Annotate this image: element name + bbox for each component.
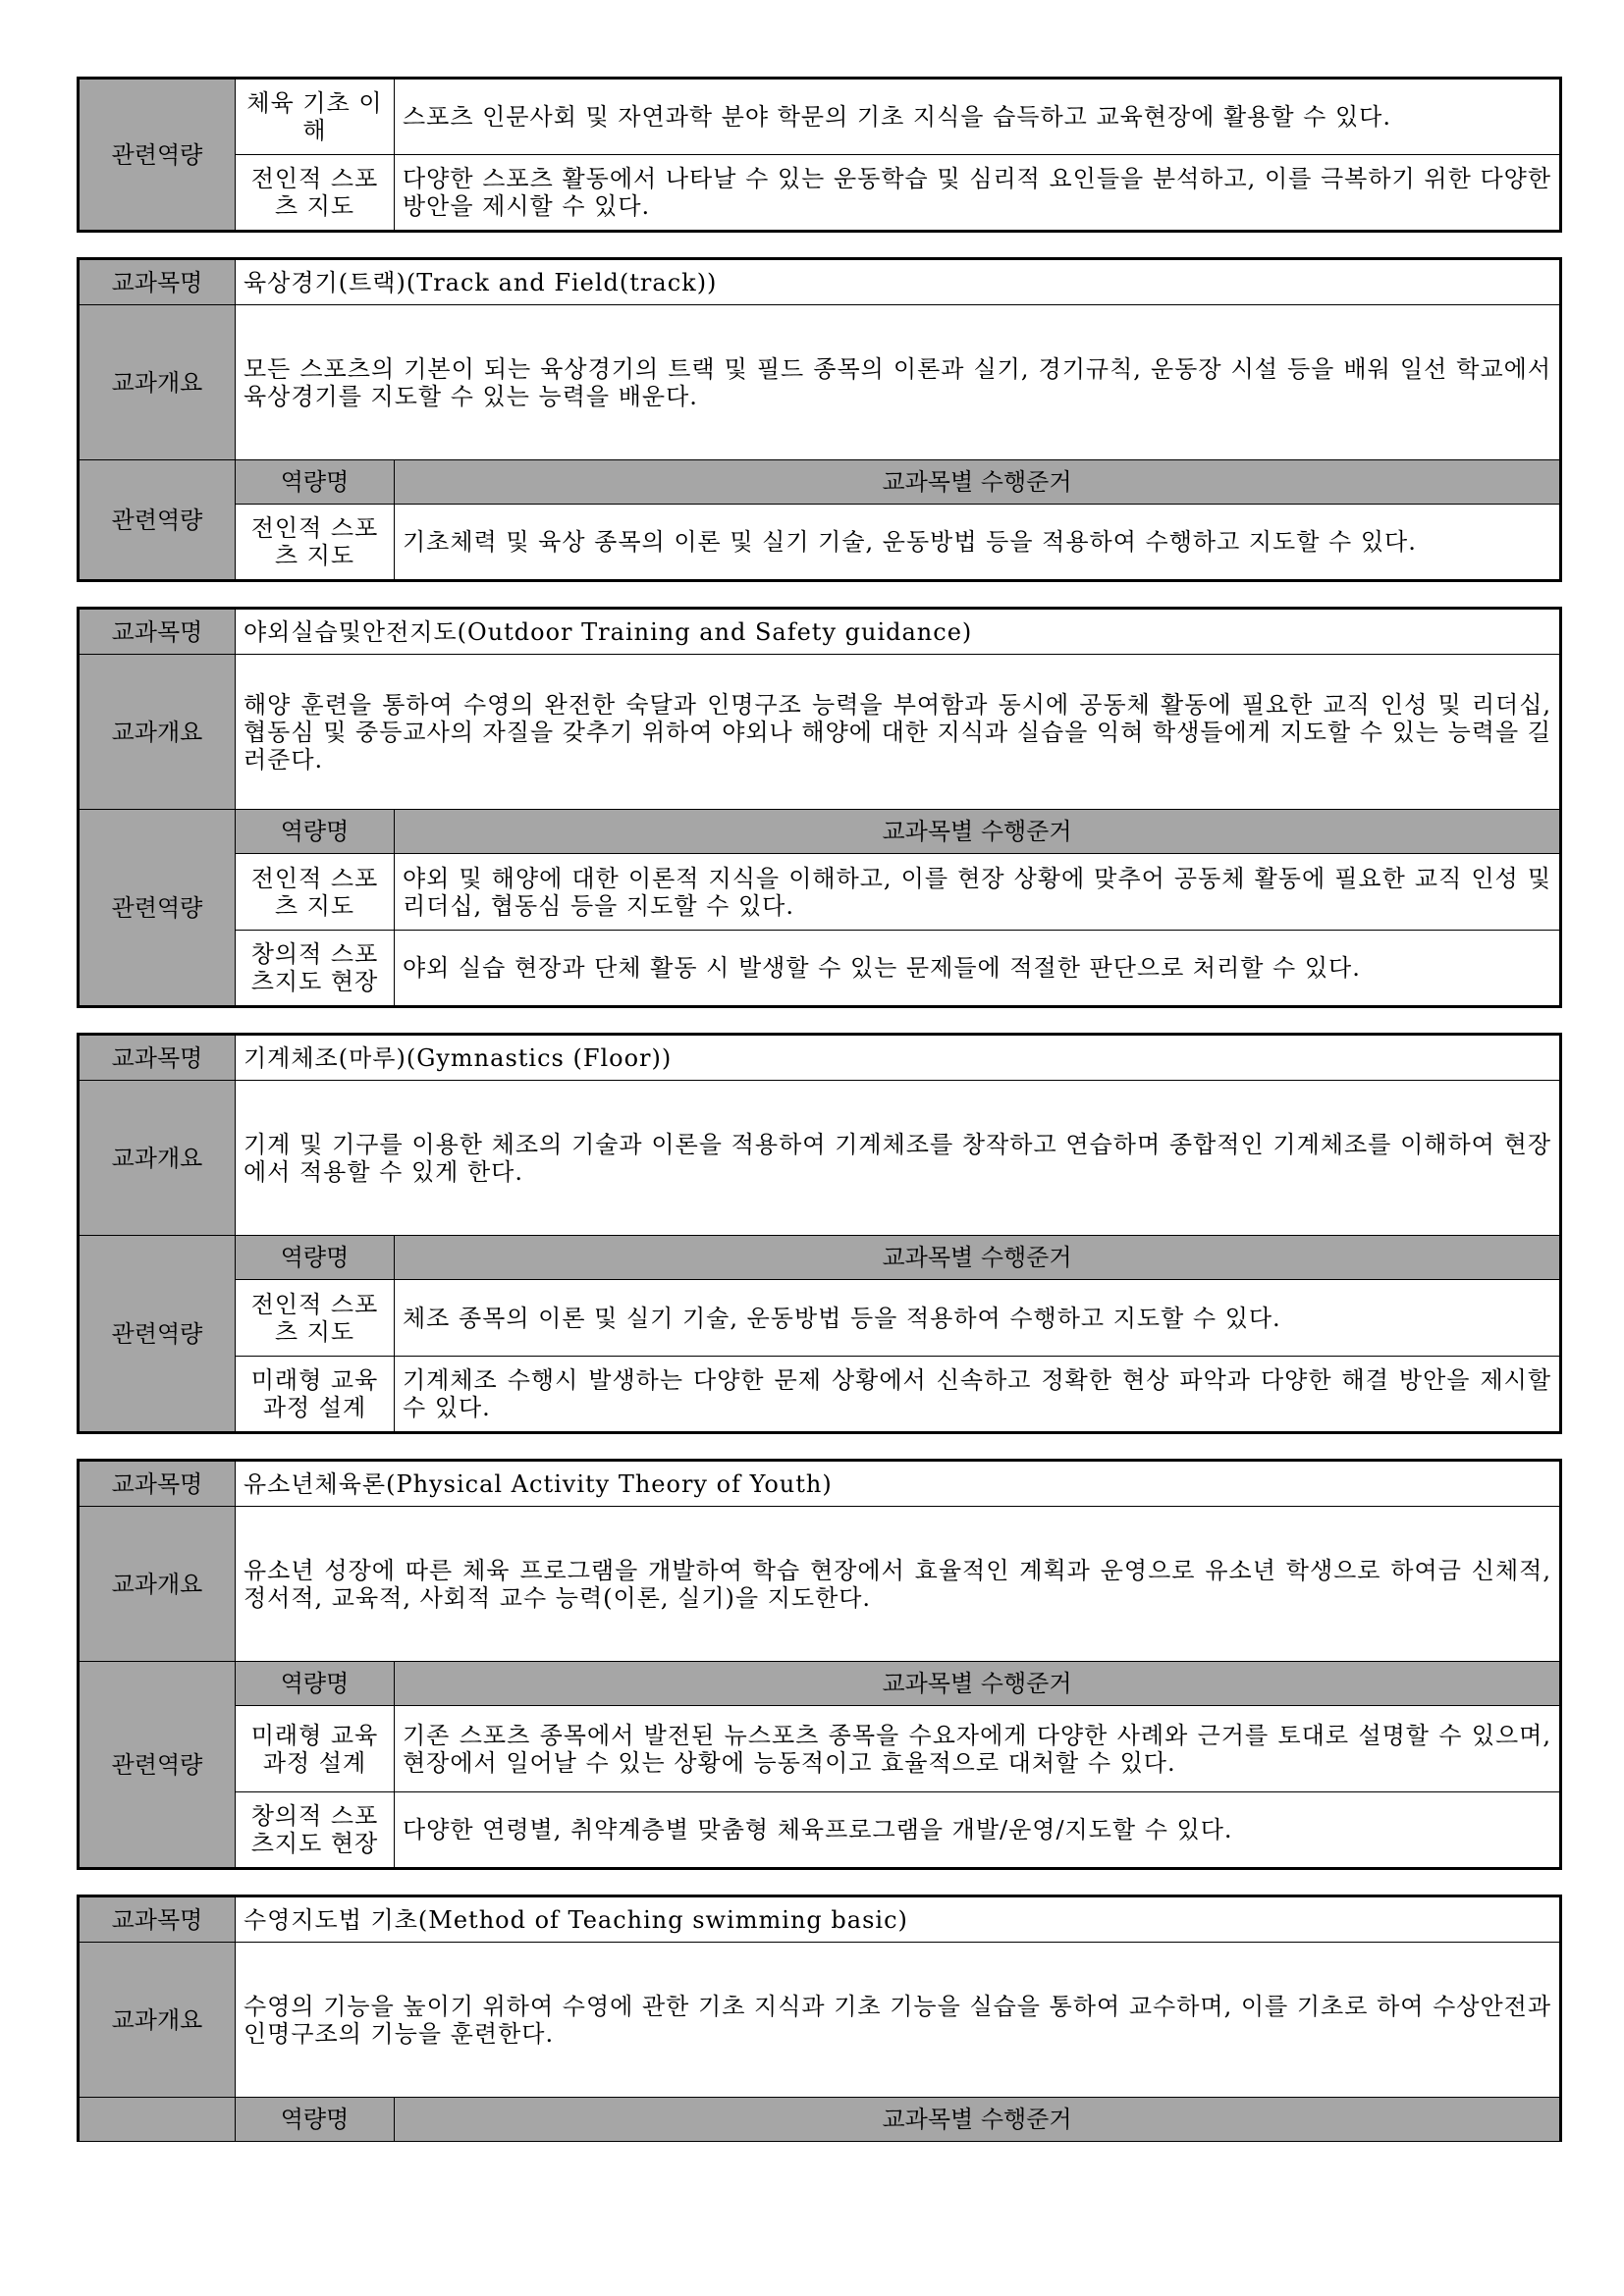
course-name-row: [79, 1035, 1561, 1081]
competency-label: 관련역량: [79, 1236, 236, 1433]
course-table-fragment: [77, 77, 1562, 233]
standards-header: 교과목별 수행준거: [395, 1662, 1561, 1706]
competency-row: [79, 155, 1561, 232]
competency-header-row: [79, 1662, 1561, 1706]
competency-row: [79, 505, 1561, 581]
course-name-row: [79, 1461, 1561, 1507]
competency-name: 미래형 교육과정 설계: [236, 1357, 395, 1433]
competency-name: 창의적 스포츠지도 현장: [236, 1792, 395, 1869]
competency-row: [79, 931, 1561, 1007]
course-table: [77, 1895, 1562, 2142]
competency-standard: 다양한 스포츠 활동에서 나타날 수 있는 운동학습 및 심리적 요인들을 분석하고, 이를 극복하기 위한 다양한 방안을 제시할 수 있다.: [395, 155, 1561, 232]
competency-standard: 스포츠 인문사회 및 자연과학 분야 학문의 기초 지식을 습득하고 교육현장에 활용할 수 있다.: [395, 79, 1561, 155]
course-table: [77, 257, 1562, 582]
overview-label: 교과개요: [79, 1507, 236, 1662]
overview-label: 교과개요: [79, 655, 236, 810]
competency-row: [79, 1280, 1561, 1357]
competency-header-row: [79, 810, 1561, 854]
overview-label: 교과개요: [79, 1943, 236, 2098]
competency-standard: 기계체조 수행시 발생하는 다양한 문제 상황에서 신속하고 정확한 현상 파악과 다양한 해결 방안을 제시할 수 있다.: [395, 1357, 1561, 1433]
competency-label-blank: [79, 2098, 236, 2142]
course-table: [77, 1459, 1562, 1870]
competency-label: 관련역량: [79, 460, 236, 581]
competency-row: [79, 1706, 1561, 1792]
competency-row: [79, 854, 1561, 931]
competency-label: 관련역량: [79, 79, 236, 232]
course-table: [77, 607, 1562, 1008]
overview-row: [79, 305, 1561, 460]
course-name: 야외실습및안전지도(Outdoor Training and Safety guidance): [236, 609, 1561, 655]
competency-name-header: 역량명: [236, 2098, 395, 2142]
standards-header: 교과목별 수행준거: [395, 460, 1561, 505]
overview-row: [79, 1081, 1561, 1236]
course-name: 수영지도법 기초(Method of Teaching swimming basic): [236, 1896, 1561, 1943]
competency-name: 체육 기초 이해: [236, 79, 395, 155]
competency-row: [79, 1792, 1561, 1869]
course-overview: 해양 훈련을 통하여 수영의 완전한 숙달과 인명구조 능력을 부여함과 동시에 공동체 활동에 필요한 교직 인성 및 리더십, 협동심 및 중등교사의 자질을 갖추기 위하여 야외나 해양에 대한 지식과 실습을 익혀 학생들에게 지도할 수 있는 능력을 길러준다.: [236, 655, 1561, 810]
competency-label: 관련역량: [79, 1662, 236, 1869]
course-name: 기계체조(마루)(Gymnastics (Floor)): [236, 1035, 1561, 1081]
competency-standard: 다양한 연령별, 취약계층별 맞춤형 체육프로그램을 개발/운영/지도할 수 있다.: [395, 1792, 1561, 1869]
competency-standard: 기존 스포츠 종목에서 발전된 뉴스포츠 종목을 수요자에게 다양한 사례와 근거를 토대로 설명할 수 있으며, 현장에서 일어날 수 있는 상황에 능동적이고 효율적으로 대처할 수 있다.: [395, 1706, 1561, 1792]
competency-name-header: 역량명: [236, 1236, 395, 1280]
course-name-row: [79, 609, 1561, 655]
competency-header-row: [79, 2098, 1561, 2142]
competency-standard: 야외 및 해양에 대한 이론적 지식을 이해하고, 이를 현장 상황에 맞추어 공동체 활동에 필요한 교직 인성 및 리더십, 협동심 등을 지도할 수 있다.: [395, 854, 1561, 931]
document-page: [77, 77, 1559, 2166]
course-name-row: [79, 259, 1561, 305]
standards-header: 교과목별 수행준거: [395, 810, 1561, 854]
course-overview: 유소년 성장에 따른 체육 프로그램을 개발하여 학습 현장에서 효율적인 계획과 운영으로 유소년 학생으로 하여금 신체적, 정서적, 교육적, 사회적 교수 능력(이론, 실기)을 지도한다.: [236, 1507, 1561, 1662]
competency-row: [79, 79, 1561, 155]
competency-name: 전인적 스포츠 지도: [236, 1280, 395, 1357]
competency-standard: 기초체력 및 육상 종목의 이론 및 실기 기술, 운동방법 등을 적용하여 수행하고 지도할 수 있다.: [395, 505, 1561, 581]
competency-name: 전인적 스포츠 지도: [236, 155, 395, 232]
overview-label: 교과개요: [79, 305, 236, 460]
standards-header: 교과목별 수행준거: [395, 2098, 1561, 2142]
competency-name: 전인적 스포츠 지도: [236, 505, 395, 581]
standards-header: 교과목별 수행준거: [395, 1236, 1561, 1280]
competency-standard: 야외 실습 현장과 단체 활동 시 발생할 수 있는 문제들에 적절한 판단으로 처리할 수 있다.: [395, 931, 1561, 1007]
overview-row: [79, 1943, 1561, 2098]
competency-name: 전인적 스포츠 지도: [236, 854, 395, 931]
course-name-label: 교과목명: [79, 1035, 236, 1081]
competency-name-header: 역량명: [236, 810, 395, 854]
overview-row: [79, 655, 1561, 810]
course-name-label: 교과목명: [79, 1896, 236, 1943]
competency-name: 미래형 교육과정 설계: [236, 1706, 395, 1792]
competency-name-header: 역량명: [236, 460, 395, 505]
course-name-row: [79, 1896, 1561, 1943]
competency-standard: 체조 종목의 이론 및 실기 기술, 운동방법 등을 적용하여 수행하고 지도할 수 있다.: [395, 1280, 1561, 1357]
overview-row: [79, 1507, 1561, 1662]
overview-label: 교과개요: [79, 1081, 236, 1236]
competency-label: 관련역량: [79, 810, 236, 1007]
course-name: 육상경기(트랙)(Track and Field(track)): [236, 259, 1561, 305]
course-name: 유소년체육론(Physical Activity Theory of Youth): [236, 1461, 1561, 1507]
course-name-label: 교과목명: [79, 1461, 236, 1507]
course-overview: 수영의 기능을 높이기 위하여 수영에 관한 기초 지식과 기초 기능을 실습을 통하여 교수하며, 이를 기초로 하여 수상안전과 인명구조의 기능을 훈련한다.: [236, 1943, 1561, 2098]
competency-header-row: [79, 1236, 1561, 1280]
course-name-label: 교과목명: [79, 259, 236, 305]
competency-name-header: 역량명: [236, 1662, 395, 1706]
course-overview: 모든 스포츠의 기본이 되는 육상경기의 트랙 및 필드 종목의 이론과 실기, 경기규칙, 운동장 시설 등을 배워 일선 학교에서 육상경기를 지도할 수 있는 능력을 배운다.: [236, 305, 1561, 460]
course-table: [77, 1033, 1562, 1434]
competency-header-row: [79, 460, 1561, 505]
competency-row: [79, 1357, 1561, 1433]
course-name-label: 교과목명: [79, 609, 236, 655]
competency-name: 창의적 스포츠지도 현장: [236, 931, 395, 1007]
course-overview: 기계 및 기구를 이용한 체조의 기술과 이론을 적용하여 기계체조를 창작하고 연습하며 종합적인 기계체조를 이해하여 현장에서 적용할 수 있게 한다.: [236, 1081, 1561, 1236]
